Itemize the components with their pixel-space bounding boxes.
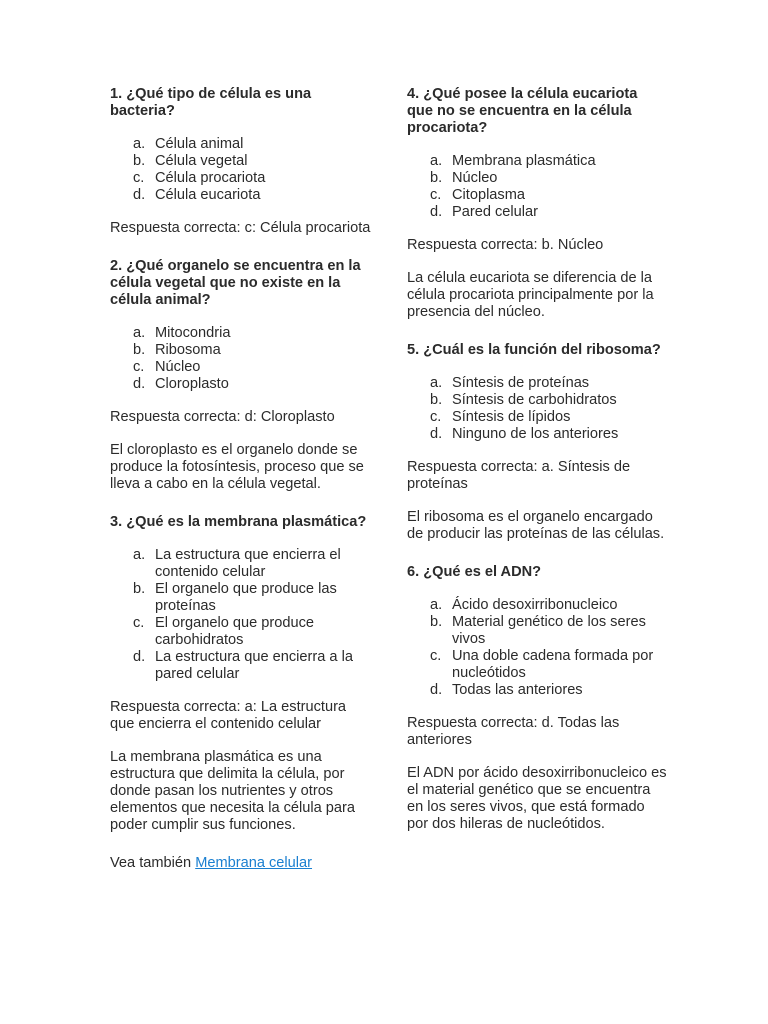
option-text: Ácido desoxirribonucleico	[452, 597, 618, 613]
question-block-5	[407, 342, 667, 543]
correct-answer: Respuesta correcta: d. Todas las anteriores	[407, 715, 620, 748]
explanation: El ribosoma es el organelo encargado de producir las proteínas de las células.	[407, 509, 665, 542]
option-item	[407, 170, 667, 187]
correct-answer: Respuesta correcta: c: Célula procariota	[110, 220, 371, 236]
option-item	[407, 392, 667, 409]
right-column	[407, 86, 667, 854]
option-letter: a.	[430, 153, 443, 169]
correct-answer: Respuesta correcta: a. Síntesis de proteínas	[407, 459, 631, 492]
option-text: Una doble cadena formada por nucleótidos	[452, 648, 654, 681]
question-title: 2. ¿Qué organelo se encuentra en la célula vegetal que no existe en la célula animal?	[110, 258, 361, 308]
option-letter: a.	[133, 136, 146, 152]
option-item	[407, 682, 667, 699]
option-letter: c.	[430, 648, 442, 664]
option-text: Núcleo	[452, 170, 498, 186]
option-text: Célula eucariota	[155, 187, 261, 203]
option-item	[110, 376, 372, 393]
option-letter: a.	[133, 547, 146, 563]
question-title: 3. ¿Qué es la membrana plasmática?	[110, 514, 367, 530]
question-block-4	[407, 86, 667, 321]
option-text: Síntesis de carbohidratos	[452, 392, 617, 408]
option-letter: b.	[133, 153, 146, 169]
left-column	[110, 86, 372, 888]
question-title: 1. ¿Qué tipo de célula es una bacteria?	[110, 86, 312, 119]
option-item	[407, 153, 667, 170]
option-item	[110, 170, 372, 187]
option-letter: d.	[133, 187, 146, 203]
option-item	[407, 409, 667, 426]
option-letter: c.	[430, 409, 442, 425]
option-item	[110, 359, 372, 376]
option-text: La estructura que encierra el contenido celular	[155, 547, 341, 580]
option-letter: d.	[430, 426, 443, 442]
option-text: Citoplasma	[452, 187, 525, 203]
question-title: 4. ¿Qué posee la célula eucariota que no se encuentra en la célula procariota?	[407, 86, 638, 136]
option-letter: c.	[133, 615, 145, 631]
correct-answer: Respuesta correcta: a: La estructura que encierra el contenido celular	[110, 699, 347, 732]
option-item	[110, 615, 372, 649]
question-title: 6. ¿Qué es el ADN?	[407, 564, 542, 580]
correct-answer: Respuesta correcta: b. Núcleo	[407, 237, 604, 253]
see-also-prefix: Vea también	[110, 855, 196, 871]
option-letter: b.	[430, 614, 443, 630]
option-item	[110, 649, 372, 683]
option-letter: a.	[430, 597, 443, 613]
option-list	[407, 597, 667, 699]
option-letter: a.	[430, 375, 443, 391]
option-text: Célula animal	[155, 136, 244, 152]
option-letter: a.	[133, 325, 146, 341]
option-text: Pared celular	[452, 204, 538, 220]
option-letter: b.	[133, 581, 146, 597]
option-letter: d.	[430, 682, 443, 698]
option-item	[110, 547, 372, 581]
option-item	[110, 153, 372, 170]
option-item	[407, 648, 667, 682]
option-item	[110, 325, 372, 342]
option-letter: b.	[430, 170, 443, 186]
question-title: 5. ¿Cuál es la función del ribosoma?	[407, 342, 661, 358]
option-item	[407, 426, 667, 443]
see-also	[110, 855, 372, 872]
option-list	[110, 136, 372, 204]
option-text: El organelo que produce las proteínas	[155, 581, 337, 614]
option-letter: b.	[430, 392, 443, 408]
explanation: El cloroplasto es el organelo donde se produce la fotosíntesis, proceso que se lleva a cabo en la célula vegetal.	[110, 442, 364, 492]
option-text: Síntesis de lípidos	[452, 409, 571, 425]
option-text: Célula procariota	[155, 170, 266, 186]
option-letter: d.	[133, 649, 146, 665]
option-list	[407, 375, 667, 443]
option-text: Todas las anteriores	[452, 682, 583, 698]
option-letter: d.	[430, 204, 443, 220]
option-item	[407, 204, 667, 221]
option-item	[110, 581, 372, 615]
option-item	[407, 597, 667, 614]
option-item	[110, 136, 372, 153]
option-item	[407, 187, 667, 204]
option-text: Ribosoma	[155, 342, 221, 358]
option-item	[407, 614, 667, 648]
option-letter: d.	[133, 376, 146, 392]
explanation: La célula eucariota se diferencia de la célula procariota principalmente por la presencia del núcleo.	[407, 270, 654, 320]
option-text: La estructura que encierra a la pared celular	[155, 649, 353, 682]
option-item	[110, 187, 372, 204]
option-text: Membrana plasmática	[452, 153, 596, 169]
membrana-celular-link[interactable]: Membrana celular	[195, 855, 313, 871]
option-letter: c.	[133, 170, 145, 186]
option-letter: c.	[133, 359, 145, 375]
option-text: Síntesis de proteínas	[452, 375, 590, 391]
option-list	[110, 325, 372, 393]
option-item	[110, 342, 372, 359]
option-text: Célula vegetal	[155, 153, 248, 169]
option-letter: b.	[133, 342, 146, 358]
option-text: Mitocondria	[155, 325, 231, 341]
explanation: El ADN por ácido desoxirribonucleico es el material genético que se encuentra en los seres vivos, que está formado por dos hileras de nucleótidos.	[407, 765, 667, 832]
option-item	[407, 375, 667, 392]
option-letter: c.	[430, 187, 442, 203]
option-list	[407, 153, 667, 221]
option-text: Cloroplasto	[155, 376, 229, 392]
option-text: Ninguno de los anteriores	[452, 426, 619, 442]
option-text: Núcleo	[155, 359, 201, 375]
option-text: Material genético de los seres vivos	[452, 614, 646, 647]
question-block-2	[110, 258, 372, 493]
question-block-6	[407, 564, 667, 833]
question-block-1	[110, 86, 372, 237]
explanation: La membrana plasmática es una estructura que delimita la célula, por donde pasan los nutrientes y otros elementos que necesita la célula para poder cumplir sus funciones.	[110, 749, 356, 833]
option-text: El organelo que produce carbohidratos	[155, 615, 315, 648]
correct-answer: Respuesta correcta: d: Cloroplasto	[110, 409, 335, 425]
option-list	[110, 547, 372, 683]
question-block-3	[110, 514, 372, 834]
